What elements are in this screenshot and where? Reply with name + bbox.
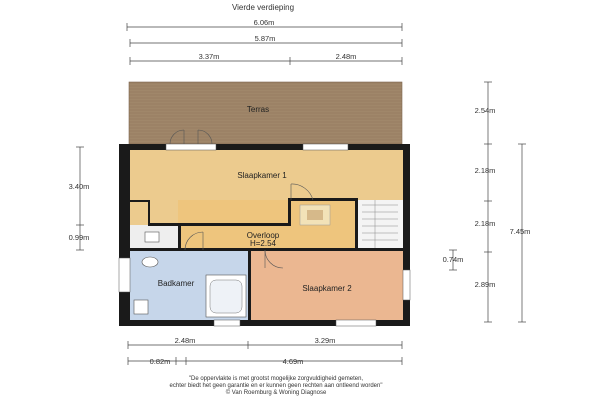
- right-dimensions: [443, 82, 531, 322]
- toilet: [145, 232, 159, 242]
- terrace-label: Terras: [246, 105, 270, 114]
- dim-bottom-left-segment: 2.48m: [174, 336, 196, 345]
- dim-right-seg-1: 2.18m: [474, 166, 496, 175]
- bedroom1-label: Slaapkamer 1: [237, 171, 287, 180]
- disclaimer-line-1: "De oppervlakte is met grootst mogelijke zorgvuldigheid gemeten,: [188, 376, 364, 382]
- bedroom2-label: Slaapkamer 2: [302, 284, 352, 293]
- dim-bedroom1-depth: 3.40m: [68, 182, 90, 191]
- dim-top-left-segment: 3.37m: [198, 52, 220, 61]
- dim-right-seg-3: 2.89m: [474, 280, 496, 289]
- landing-cabinet-inner: [307, 210, 323, 220]
- dim-bottom-right-long: 4.69m: [282, 357, 304, 366]
- plan-title: Vierde verdieping: [231, 3, 295, 12]
- left-dimensions: [69, 147, 90, 250]
- landing-label: Overloop: [246, 231, 280, 240]
- dim-terrace-depth: 2.54m: [474, 106, 496, 115]
- dim-overloop-depth: 0.99m: [68, 233, 90, 242]
- dim-bottom-right-segment: 3.29m: [314, 336, 336, 345]
- top-dimensions: [127, 18, 402, 65]
- dim-inner-width: 5.87m: [254, 34, 276, 43]
- bathroom-label: Badkamer: [157, 279, 195, 288]
- dim-right-seg-2: 2.18m: [474, 219, 496, 228]
- dim-top-right-segment: 2.48m: [335, 52, 357, 61]
- dim-overall-width: 6.06m: [253, 18, 275, 27]
- landing-height-label: H=2.54: [249, 239, 277, 248]
- disclaimer-line-2: echter biedt het geen garantie en er kunnen geen rechten aan ontleend worden": [169, 383, 383, 389]
- dim-bottom-small-left: 0.82m: [149, 357, 171, 366]
- dim-small-right: 0.74m: [442, 255, 464, 264]
- disclaimer-line-3: © Van Roemburg & Woning Diagnose: [225, 390, 327, 396]
- dim-total-depth: 7.45m: [509, 227, 531, 236]
- stair-area: [358, 200, 403, 250]
- bottom-dimensions: [128, 336, 402, 366]
